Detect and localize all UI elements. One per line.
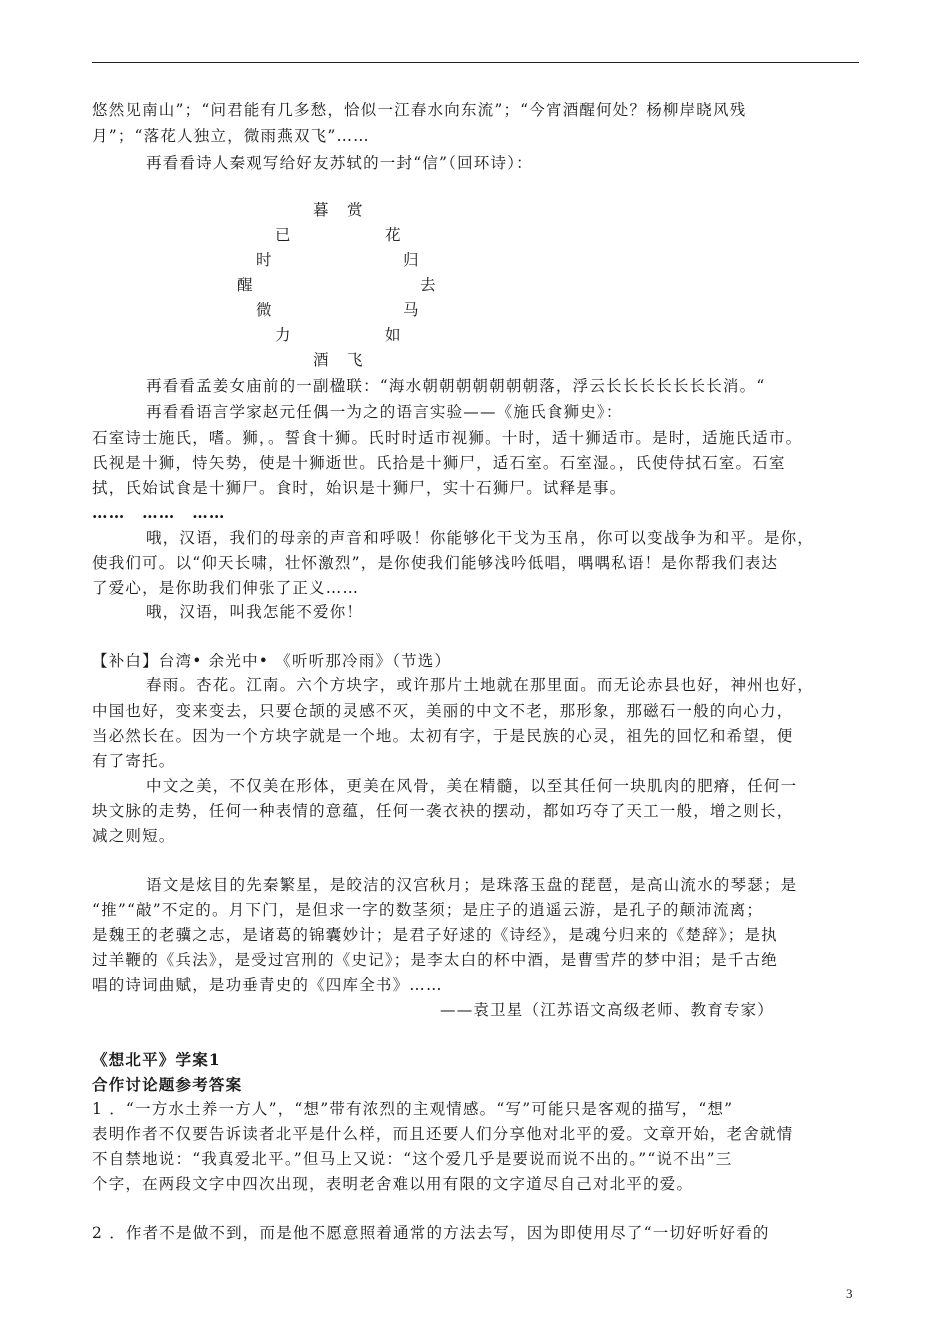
- text-line: 哦，汉语，我们的母亲的声音和呼吸！你能够化干戈为玉帛，你可以变战争为和平。是你，: [146, 529, 815, 547]
- text-line: 【补白】台湾• 余光中• 《听听那冷雨》（节选）: [92, 652, 452, 670]
- text-line: 个字，在两段文字中四次出现，表明老舍难以用有限的文字道尽自己对北平的爱。: [92, 1175, 694, 1193]
- poem-char: 如: [385, 326, 401, 344]
- text-line: 有了寄托。: [92, 752, 176, 770]
- text-line: 不自禁地说：“我真爱北平。”但马上又说：“这个爱几乎是要说而说不出的。”“说不出”三: [92, 1150, 733, 1168]
- text-line: 悠然见南山”；“问君能有几多愁，恰似一江春水向东流”；“今宵酒醒何处？杨柳岸晓风残: [92, 101, 747, 119]
- poem-char: 醒: [237, 276, 253, 294]
- poem-char: 归: [403, 251, 419, 269]
- poem-char: 已: [275, 226, 291, 244]
- poem-char: 力: [275, 326, 291, 344]
- text-line: 石室诗士施氏，嗜。狮，。誓食十狮。氏时时适市视狮。十时，适十狮适市。是时，适施氏适市。: [92, 429, 803, 447]
- text-line: 减之则短。: [92, 827, 176, 845]
- poem-char: 马: [403, 301, 419, 319]
- text-line: 氏视是十狮，恃矢势，使是十狮逝世。氏拾是十狮尸，适石室。石室湿。，氏使侍拭石室。石室: [92, 454, 786, 472]
- poem-char: 时: [256, 251, 272, 269]
- text-line: 再看看孟姜女庙前的一副楹联：“海水朝朝朝朝朝朝朝落，浮云长长长长长长长消。“: [146, 377, 766, 395]
- header-rule: [92, 62, 859, 63]
- poem-char: 酒: [313, 351, 329, 369]
- poem-char: 赏: [347, 201, 363, 219]
- section-title: 《想北平》学案1: [92, 1050, 221, 1069]
- text-line: 表明作者不仅要告诉读者北平是什么样，而且还要人们分享他对北平的爱。文章开始，老舍就情: [92, 1125, 794, 1143]
- poem-char: 花: [385, 226, 401, 244]
- poem-char: 微: [256, 301, 272, 319]
- poem-char: 暮: [313, 201, 329, 219]
- text-line: 使我们可。以“仰天长啸，壮怀激烈”，是你使我们能够浅吟低唱，喁喁私语！是你帮我们表达: [92, 554, 779, 572]
- text-line: 块文脉的走势，任何一种表情的意蕴，任何一袭衣袂的摆动，都如巧夺了天工一般，增之则长，: [92, 802, 794, 820]
- text-line: 中国也好，变来变去，只要仓颉的灵感不灭，美丽的中文不老，那形象，那磁石一般的向心力，: [92, 702, 794, 720]
- text-line: 哦，汉语，叫我怎能不爱你！: [146, 603, 364, 621]
- text-line: 了爱心，是你助我们伸张了正义……: [92, 579, 360, 597]
- text-line: 中文之美，不仅美在形体，更美在风骨，美在精髓，以至其任何一块肌肉的肥瘠，任何一: [146, 777, 798, 795]
- text-line: 语文是炫目的先秦繁星，是皎洁的汉宫秋月；是珠落玉盘的琵琶，是高山流水的琴瑟；是: [146, 876, 798, 894]
- text-line: 再看看语言学家赵元任偶一为之的语言实验——《施氏食狮史》：: [146, 403, 623, 421]
- poem-char: 飞: [347, 351, 363, 369]
- text-line: 月”；“落花人独立，微雨燕双飞”……: [92, 127, 370, 145]
- text-line: 唱的诗词曲赋，是功垂青史的《四库全书》……: [92, 976, 443, 994]
- text-line: ——袁卫星（江苏语文高级老师、教育专家）: [440, 1001, 775, 1019]
- text-line: 1 ．“一方水土养一方人”，“想”带有浓烈的主观情感。“写”可能只是客观的描写，“想”: [92, 1100, 734, 1118]
- text-line: 再看看诗人秦观写给好友苏轼的一封“信”（回环诗）：: [146, 154, 533, 172]
- page-number: 3: [846, 1286, 853, 1301]
- text-line: 春雨。杏花。江南。六个方块字，或许那片土地就在那里面。而无论赤县也好，神州也好，: [146, 676, 815, 694]
- section-subtitle: 合作讨论题参考答案: [92, 1075, 243, 1094]
- text-line: 当必然长在。因为一个方块字就是一个地。太初有字，于是民族的心灵，祖先的回忆和希望，便: [92, 727, 794, 745]
- text-line: 过羊鞭的《兵法》，是受过宫刑的《史记》；是李太白的杯中酒，是曹雪芹的梦中泪；是千古绝: [92, 951, 778, 969]
- poem-char: 去: [420, 276, 436, 294]
- text-line: 拭，氏始试食是十狮尸。食时，始识是十狮尸，实十石狮尸。试释是事。: [92, 479, 627, 497]
- text-line: 2 ．作者不是做不到，而是他不愿意照着通常的方法去写，因为即使用尽了“一切好听好看的: [92, 1224, 770, 1242]
- text-line: …… …… ……: [92, 503, 226, 522]
- text-line: 是魏王的老骥之志，是诸葛的锦囊妙计；是君子好逑的《诗经》，是魂兮归来的《楚辞》；是执: [92, 926, 778, 944]
- text-line: “推”“敲”不定的。月下门，是但求一字的数茎须；是庄子的逍遥云游，是孔子的颠沛流离；: [92, 901, 764, 919]
